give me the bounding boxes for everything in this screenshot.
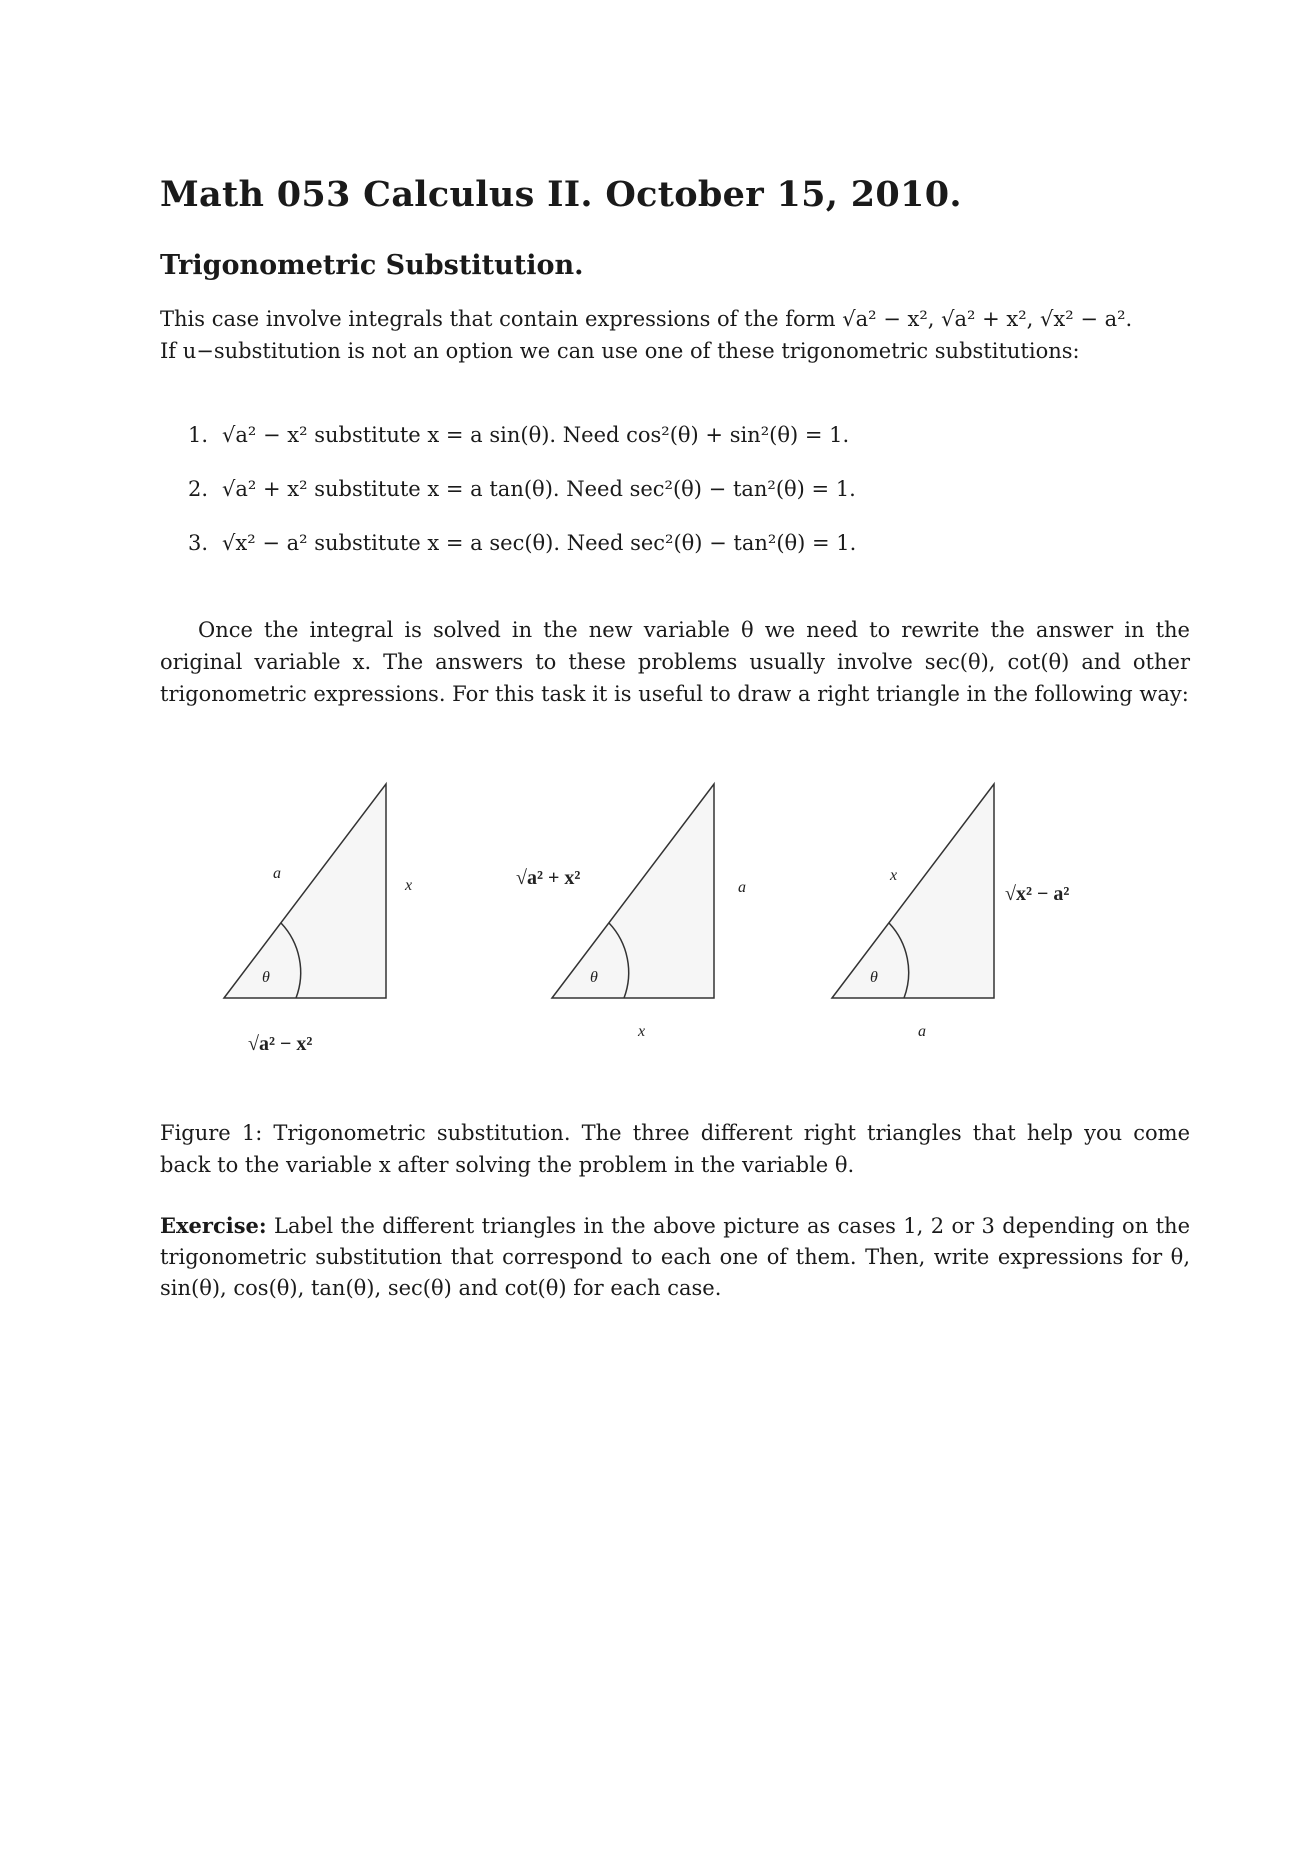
item-text: √a² − x² substitute x = a sin(θ). Need cos²(θ) + sin²(θ) = 1. [222, 423, 850, 447]
document-title: Math 053 Calculus II. October 15, 2010. [160, 174, 962, 215]
triangle-3 [832, 784, 1069, 1040]
triangle-2-hypotenuse: √a² + x² [516, 867, 581, 889]
substitution-item [188, 527, 856, 581]
triangle-3-hypotenuse: x [890, 867, 898, 884]
substitution-list [188, 419, 856, 581]
item-text: √a² + x² substitute x = a tan(θ). Need sec²(θ) − tan²(θ) = 1. [222, 477, 856, 501]
section-heading: Trigonometric Substitution. [160, 250, 584, 281]
item-text: √x² − a² substitute x = a sec(θ). Need sec²(θ) − tan²(θ) = 1. [222, 531, 857, 555]
triangle-2 [516, 784, 746, 1040]
intro-line-1: This case involve integrals that contain expressions of the form √a² − x², √a² + x², √x² − a². [160, 307, 1133, 331]
triangle-2-horizontal: x [638, 1023, 646, 1040]
substitution-item [188, 419, 856, 473]
exercise-paragraph [160, 1210, 1190, 1304]
triangle-3-horizontal: a [918, 1023, 926, 1040]
triangle-2-vertical: a [738, 879, 746, 896]
exercise-label: Exercise: [160, 1213, 267, 1238]
intro-line-2: If u−substitution is not an option we can use one of these trigonometric substitutions: [160, 339, 1080, 363]
triangle-3-vertical: √x² − a² [1005, 883, 1070, 905]
triangle-1-angle: θ [262, 969, 270, 986]
item-number: 1. [188, 423, 209, 447]
triangle-1-horizontal: √a² − x² [248, 1033, 313, 1055]
triangle-1-hypotenuse: a [273, 865, 281, 882]
intro-text [160, 303, 1190, 367]
triangle-2-angle: θ [590, 969, 598, 986]
triangle-1 [224, 784, 412, 1055]
exercise-text: Label the different triangles in the above picture as cases 1, 2 or 3 depending on the trigonometric substitution that correspond to each one of them. Then, write expressions for θ, sin(θ), cos(θ), tan(θ), sec(θ) and cot(θ) for each case. [160, 1214, 1190, 1300]
triangles-figure [200, 770, 1160, 1090]
triangle-1-vertical: x [405, 877, 413, 894]
figure-caption: Figure 1: Trigonometric substitution. The three different right triangles that help you come back to the variable x after solving the problem in the variable θ. [160, 1121, 1190, 1177]
triangle-3-angle: θ [870, 969, 878, 986]
substitution-item [188, 473, 856, 527]
explanation-paragraph: Once the integral is solved in the new variable θ we need to rewrite the answer in the original variable x. The answers to these problems usually involve sec(θ), cot(θ) and other trigonometric expressions. For this task it is useful to draw a right triangle in the following way: [160, 618, 1190, 706]
item-number: 2. [188, 477, 209, 501]
item-number: 3. [188, 531, 209, 555]
